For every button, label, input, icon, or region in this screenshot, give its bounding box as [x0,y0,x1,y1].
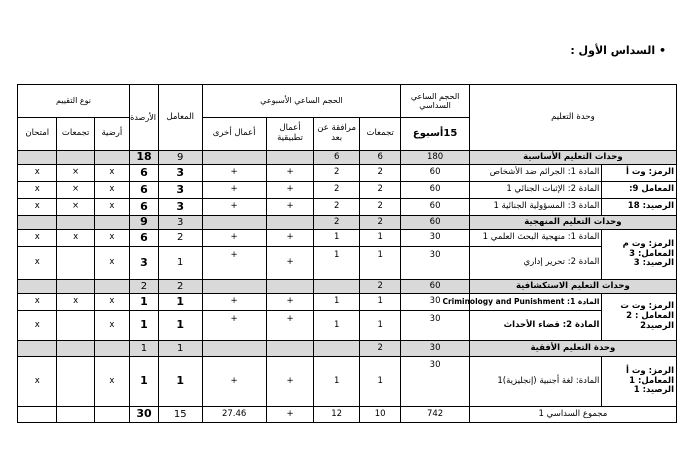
unit-header: وحدة التعليم [469,85,676,151]
volume-semester-header: الحجم الساعي السداسي [401,85,469,118]
table-row: المادة 2: تحرير إداري 30 1 1 + + 1 3 x x [18,247,677,280]
exam-header: امتحان [18,118,57,151]
eval-type-header: نوع التقييم [18,85,130,118]
table-row: وحدات التعليم المنهجية 60 2 2 3 9 [18,216,677,230]
tajamuat-header: تجمعات [359,118,400,151]
muraqaba-header: مرافقة عن بعد [314,118,360,151]
volume-weekly-header: الحجم الساعي الأسبوعي [202,85,401,118]
total-row: مجموع السداسي 1 742 10 12 + 27.46 15 30 [18,407,677,423]
ardiya-header: أرضية [94,118,129,151]
table-row: المادة 2: قضاء الأحداث 30 1 1 + + 1 1 x x [18,311,677,341]
table-row: الرصيد: 18 المادة 3: المسؤولية الجنائية 1 60 2 2 + + 3 6 x × x [18,199,677,216]
table-row: المعامل 9: المادة 2: الإثبات الجنائي 1 60 2 2 + + 3 6 x × x [18,182,677,199]
curriculum-table [17,84,677,423]
credits-header: الأرصدة [129,85,158,151]
table-row: الرمز: وت م المعامل: 3 الرصيد: 3 المادة 1: منهجية البحث العلمي 1 30 1 1 + + 2 6 x x x [18,230,677,247]
other-work-header: أعمال أخرى [202,118,266,151]
table-row: الرمز: وت ت المعامل : 2 الرصيد2 المادة 1: Criminology and Punishment 30 1 1 + + 1 1 x x x [18,294,677,311]
coefficient-header: المعامل [158,85,202,151]
table-row: وحدة التعليم الأفقية 30 2 1 1 [18,341,677,357]
table-row: الرمز: وت أ المادة 1: الجرائم ضد الأشخاص 60 2 2 + + 3 6 x × x [18,165,677,182]
weeks-header: 15أسبوع [401,118,469,151]
tajamuat-eval-header: تجمعات [57,118,94,151]
semester-title: • السداس الأول : [570,44,666,57]
table-row: وحدات التعليم الأساسية 180 6 6 9 18 [18,151,677,165]
table-row: الرمز: وت أ المعامل: 1 الرصيد: 1 المادة: لغة أجنبية (إنجليزية)1 30 1 1 + + 1 1 x x [18,357,677,407]
table-row: وحدات التعليم الاستكشافية 60 2 2 2 [18,280,677,294]
practical-header: أعمال تطبيقية [266,118,314,151]
